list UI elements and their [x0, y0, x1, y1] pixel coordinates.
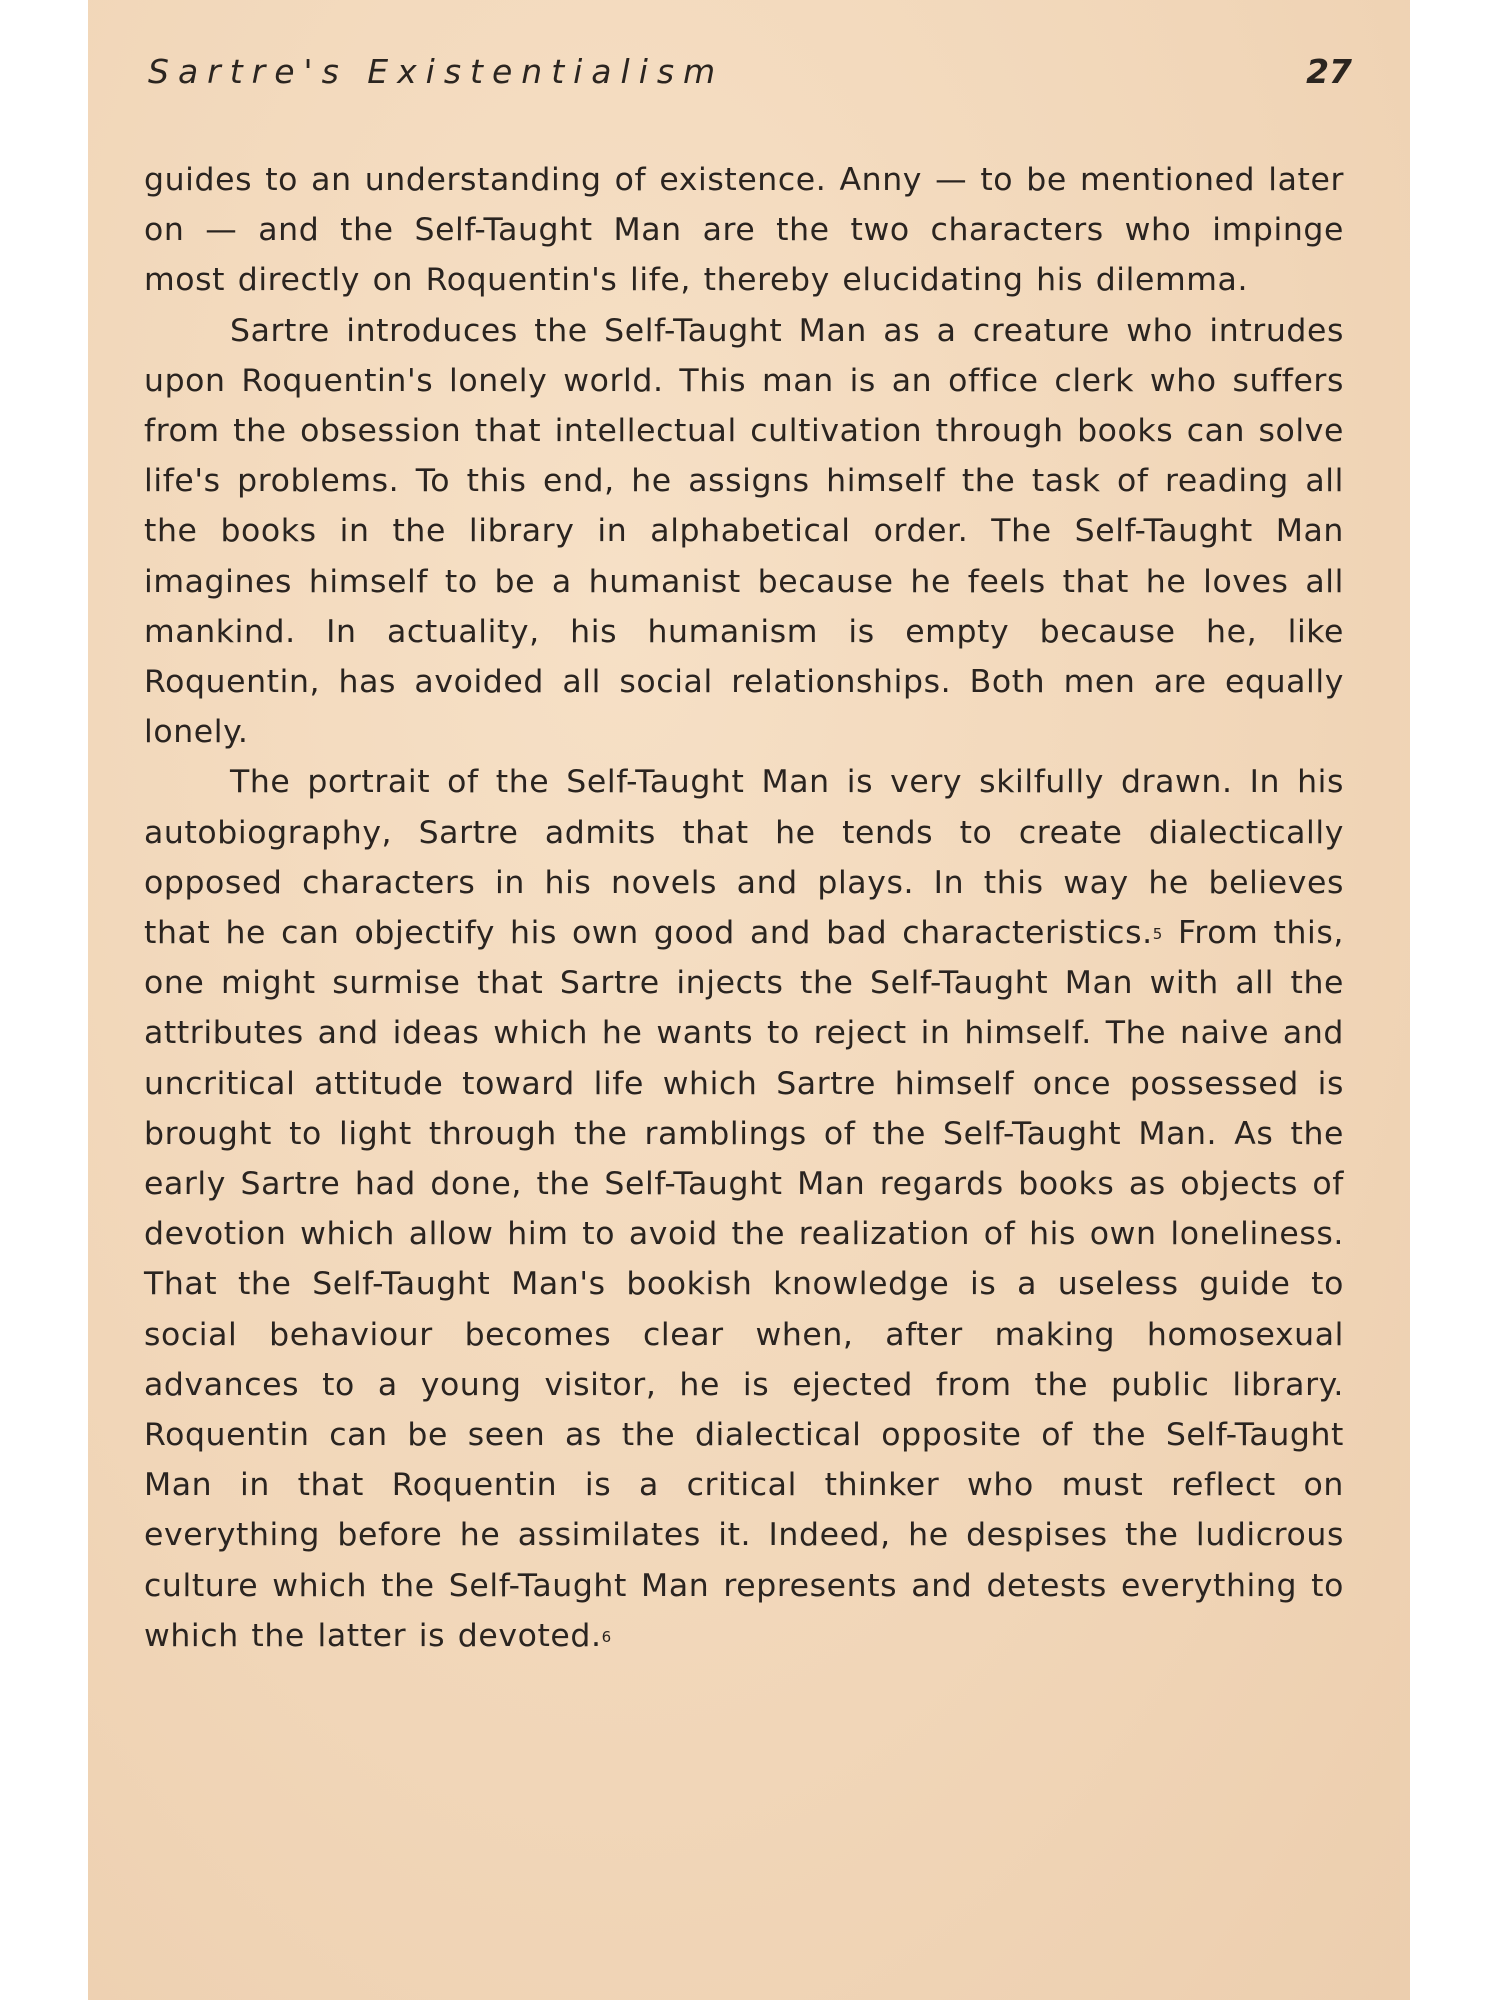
running-head [148, 52, 1352, 98]
footnote-marker-6: 6 [601, 1627, 612, 1646]
footnote-marker-5: 5 [1152, 925, 1163, 944]
body-text [144, 155, 1344, 1661]
book-page [88, 0, 1410, 2000]
page-number: 27 [1306, 52, 1352, 91]
running-title: Sartre's Existentialism [148, 52, 725, 91]
paragraph-3-text-middle: From this, one might surmise that Sartre injects the Self-Taught Man with all the attributes and ideas which he wants to reject in himself. The naive and uncritical attitude toward life which Sartre himself once possessed is brought to light through the ramblings of the Self-Taught Man. As the early Sartre had done, the Self-Taught Man regards books as objects of devotion which allow him to avoid the realization of his own loneliness. That the Self-Taught Man's bookish knowledge is a useless guide to social behaviour becomes clear when, after making homosexual advances to a young visitor, he is ejected from the public library. Roquentin can be seen as the dialectical opposite of the Self-Taught Man in that Roquentin is a critical thinker who must reflect on everything before he assimilates it. Indeed, he despises the ludicrous culture which the Self-Taught Man represents and detests everything to which the latter is devoted. [144, 915, 1344, 1654]
paragraph-3 [144, 757, 1344, 1661]
paragraph-1: guides to an understanding of existence. Anny — to be mentioned later on — and the Self-Taught Man are the two characters who impinge most directly on Roquentin's life, thereby elucidating his dilemma. [144, 162, 1344, 299]
paragraph-2: Sartre introduces the Self-Taught Man as a creature who intrudes upon Roquentin's lonely world. This man is an office clerk who suffers from the obsession that intellectual cultivation through books can solve life's problems. To this end, he assigns himself the task of reading all the books in the library in alphabetical order. The Self-Taught Man imagines himself to be a humanist because he feels that he loves all mankind. In actuality, his humanism is empty because he, like Roquentin, has avoided all social relationships. Both men are equally lonely. [144, 312, 1344, 751]
paragraph-3-text-before: The portrait of the Self-Taught Man is very skilfully drawn. In his autobiography, Sartre admits that he tends to create dialectically opposed characters in his novels and plays. In this way he believes that he can objectify his own good and bad characteristics. [144, 764, 1344, 952]
